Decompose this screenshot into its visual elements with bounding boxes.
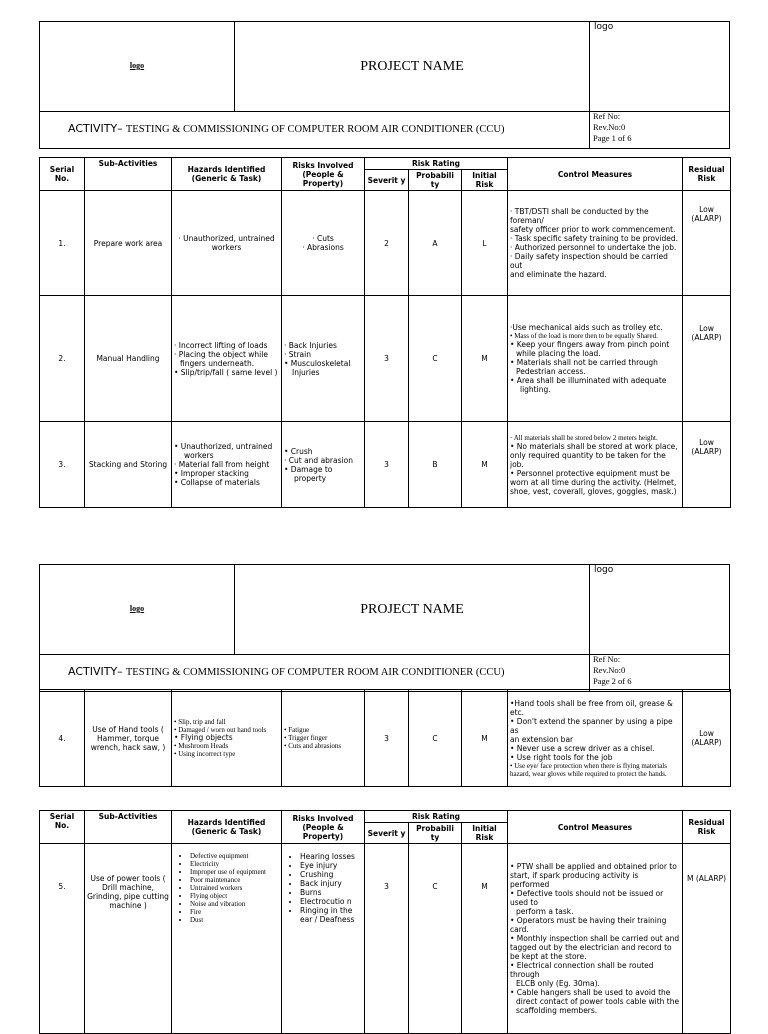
risks-cell [282,296,365,422]
activity-title: TESTING & COMMISSIONING OF COMPUTER ROOM AIR CONDITIONER (CCU) [125,667,505,678]
logo: logo [129,61,145,70]
control-item: • Never use a screw driver as a chisel. [510,743,655,753]
risk-item: • Burns [300,888,362,897]
initial-risk-cell: M [462,296,508,422]
severity-cell: 2 [365,191,409,296]
hazard-item: • Improper use of equipment [190,868,279,876]
control-item: safety officer prior to work commencement. [510,225,676,234]
control-item: • Operators must be having their training card. [510,916,667,934]
ref-box-2 [589,654,730,692]
hazard-item: • Flying object [190,892,279,900]
hazard-item: • Noise and vibration [190,900,279,908]
risk-item: • Eye injury [300,861,362,870]
control-item: · Task specific safety training to be provided. [510,234,679,243]
activity-label: ACTIVITY– [68,665,123,678]
col-risks: Risks Involved (People & Property) [282,158,365,191]
hazard-item: • Electricity [190,860,279,868]
col-severity: Severit y [365,170,409,191]
rev-no: Rev.No:0 [593,665,626,675]
hazard-item: · Placing the object while [174,349,268,359]
severity-cell: 3 [365,296,409,422]
table-row [40,690,731,787]
header-logo-cell [39,564,235,655]
hazard-item: • Poor maintenance [190,876,279,884]
col-control: Control Measures [508,811,683,844]
col-risk-rating: Risk Rating [365,158,508,170]
control-item: direct contact of power tools cable with the [516,997,680,1006]
control-item: lighting. [520,385,551,394]
risk-item: · Cuts [312,234,334,243]
col-severity: Severit y [365,823,409,844]
table-row [40,191,731,296]
control-item: · Authorized personnel to undertake the job. [510,243,677,252]
initial-risk-cell: L [462,191,508,296]
probability-cell: C [409,690,462,787]
risk-item: · Back Injuries [284,340,337,350]
hazards-cell [172,844,282,1034]
residual-cell: Low (ALARP) [683,296,731,422]
hazard-item: · Unauthorized, untrained workers [178,234,275,252]
control-item: •Hand tools shall be free from oil, grease & etc. [510,698,673,717]
hazard-item: • Slip/trip/fall ( same level ) [174,367,278,377]
header-logo-right-cell [589,564,730,655]
sub-activity-cell: Prepare work area [85,191,172,296]
hazard-item: • Using incorrect type [174,750,236,758]
control-item: ·Use mechanical aids such as trolley etc. [510,323,663,332]
risks-cell [282,191,365,296]
control-cell [508,191,683,296]
col-initial-risk: Initial Risk [462,170,508,191]
hazards-cell [172,296,282,422]
logo: logo [129,604,145,613]
probability-cell: A [409,191,462,296]
control-cell [508,296,683,422]
hazard-item: • Damaged / worn out hand tools [174,726,267,734]
control-item: • PTW shall be applied and obtained prior to start, if spark producing activity is performed [510,862,677,889]
ref-no: Ref No: [593,654,621,664]
rev-no: Rev.No:0 [593,122,626,132]
header-project-cell [234,564,590,655]
risk-table-3 [39,810,731,1034]
severity-cell: 3 [365,690,409,787]
hazard-item: · Incorrect lifting of loads [174,340,268,350]
risk-item: • Musculoskeletal [284,358,351,368]
risk-item: • Hearing losses [300,852,362,861]
sub-activity-cell: Use of Hand tools ( Hammer, torque wrench, hack saw, ) [85,690,172,787]
hazard-item: • Slip, trip and fall [174,718,226,726]
control-item: scaffolding members. [516,1006,598,1015]
control-item: • Mass of the load is more then to be equally Shared. [510,332,658,340]
table-row [40,844,731,1034]
page-number: Page 2 of 6 [593,676,632,686]
sub-activity-cell: Use of power tools ( Drill machine, Grinding, pipe cutting machine ) [85,844,172,1034]
control-item: • Monthly inspection shall be carried out and tagged out by the electrician and record to be kept at the store. [510,934,680,961]
risks-cell [282,690,365,787]
probability-cell: C [409,296,462,422]
col-sub-activities: Sub-Activities [85,158,172,191]
initial-risk-cell: M [462,690,508,787]
col-hazards: Hazards Identified (Generic & Task) [172,811,282,844]
hazards-cell [172,690,282,787]
serial-cell: 2. [40,296,85,422]
serial-cell: 3. [40,422,85,508]
col-residual: Residual Risk [683,158,731,191]
risk-item: • Ringing in the ear / Deafness [300,906,362,924]
risk-item: · Abrasions [302,243,344,252]
activity-title: TESTING & COMMISSIONING OF COMPUTER ROOM AIR CONDITIONER (CCU) [125,124,505,135]
header-logo-cell [39,21,235,112]
hazard-item: workers [184,451,214,460]
col-sub-activities: Sub-Activities [85,811,172,844]
control-item: • Use right tools for the job [510,752,613,762]
residual-cell: M (ALARP) [683,844,731,1034]
residual-cell: Low (ALARP) [683,191,731,296]
control-item: an extension bar [510,734,574,744]
control-cell [508,844,683,1034]
control-item: • Use eye/ face protection when there is flying materials hazard, wear gloves while required to protect the hands. [510,761,667,778]
control-item: Pedestrian access. [516,367,586,376]
hazard-item: • Fire [190,908,279,916]
initial-risk-cell: M [462,844,508,1034]
activity-label: ACTIVITY– [68,122,123,135]
hazard-item: • Defective equipment [190,852,279,860]
risk-item: • Electrocutio n [300,897,362,906]
header-logo-right-cell [589,21,730,112]
hazard-item: • Collapse of materials [174,478,260,487]
control-item: • Area shall be illuminated with adequate [510,376,667,385]
control-item: • Cable hangers shall be used to avoid the [510,988,671,997]
risk-item: property [294,473,327,483]
risks-cell [282,422,365,508]
table-row [40,422,731,508]
hazard-item: fingers underneath. [180,358,255,368]
risk-table-2 [39,689,731,787]
page-number: Page 1 of 6 [593,133,632,143]
hazards-cell [172,422,282,508]
risk-item: • Trigger finger [284,734,328,742]
risk-item: • Crush [284,446,313,456]
project-name: PROJECT NAME [360,59,464,74]
serial-cell: 4. [40,690,85,787]
hazard-item: • Untrained workers [190,884,279,892]
logo-right: logo [594,565,614,575]
col-control: Control Measures [508,158,683,191]
risk-item: · Strain [284,349,311,359]
control-item: • Materials shall not be carried through [510,358,658,367]
control-item: • Defective tools should not be issued or used to [510,889,664,907]
control-item: and eliminate the hazard. [510,270,607,279]
control-item: · TBT/DSTI shall be conducted by the foreman/ [510,207,649,225]
logo-right: logo [594,22,614,32]
residual-cell: Low (ALARP) [683,690,731,787]
ref-box-1 [589,111,730,149]
col-probability: Probabili ty [409,823,462,844]
hazard-item: • Unauthorized, untrained [174,442,273,451]
severity-cell: 3 [365,422,409,508]
control-cell [508,690,683,787]
control-item: ELCB only (Eg. 30ma). [516,979,600,988]
risk-item: • Damage to [284,464,333,474]
control-item: · Daily safety inspection should be carried out [510,252,668,270]
control-item: while placing the load. [516,349,601,358]
risk-table-1 [39,157,731,508]
serial-cell: 1. [40,191,85,296]
ref-no: Ref No: [593,111,621,121]
table-row [40,296,731,422]
hazard-item: · Material fall from height [174,460,270,469]
risk-item: • Back injury [300,879,362,888]
col-probability: Probabili ty [409,170,462,191]
activity-line-2 [68,665,504,678]
col-hazards: Hazards Identified (Generic & Task) [172,158,282,191]
initial-risk-cell: M [462,422,508,508]
control-item: • Don't extend the spanner by using a pipe as [510,716,673,735]
risk-item: • Cuts and abrasions [284,742,342,750]
col-residual: Residual Risk [683,811,731,844]
activity-line-1 [68,122,504,135]
sub-activity-cell: Manual Handling [85,296,172,422]
serial-cell: 5. [40,844,85,1034]
hazard-item: • Flying objects [174,733,233,742]
risks-cell [282,844,365,1034]
risk-item: • Crushing [300,870,362,879]
col-risks: Risks Involved (People & Property) [282,811,365,844]
probability-cell: C [409,844,462,1034]
hazards-cell [172,191,282,296]
risk-item: • Fatigue [284,726,310,734]
severity-cell: 3 [365,844,409,1034]
project-name: PROJECT NAME [360,602,464,617]
col-serial: Serial No. [40,158,85,191]
col-risk-rating: Risk Rating [365,811,508,823]
hazard-item: • Mushroom Heads [174,742,229,750]
hazard-item: • Improper stacking [174,469,249,478]
sub-activity-cell: Stacking and Storing [85,422,172,508]
probability-cell: B [409,422,462,508]
header-project-cell [234,21,590,112]
control-item: • No materials shall be stored at work place, only required quantity to be taken for the job. [510,441,678,469]
control-item: • Personnel protective equipment must be worn at all time during the activity. (Helmet, shoe, vest, coverall, gloves, goggles, mask.) [510,468,677,496]
control-item: perform a task. [516,907,574,916]
residual-cell: Low (ALARP) [683,422,731,508]
col-initial-risk: Initial Risk [462,823,508,844]
control-item: • Keep your fingers away from pinch point [510,340,670,349]
col-serial: Serial No. [40,811,85,844]
hazard-item: • Dust [190,916,279,924]
risk-item: · Cut and abrasion [284,455,353,465]
control-item: • Electrical connection shall be routed through [510,961,654,979]
control-cell [508,422,683,508]
risk-item: Injuries [292,367,320,377]
control-item: · All materials shall be stored below 2 meters height. [510,433,658,442]
